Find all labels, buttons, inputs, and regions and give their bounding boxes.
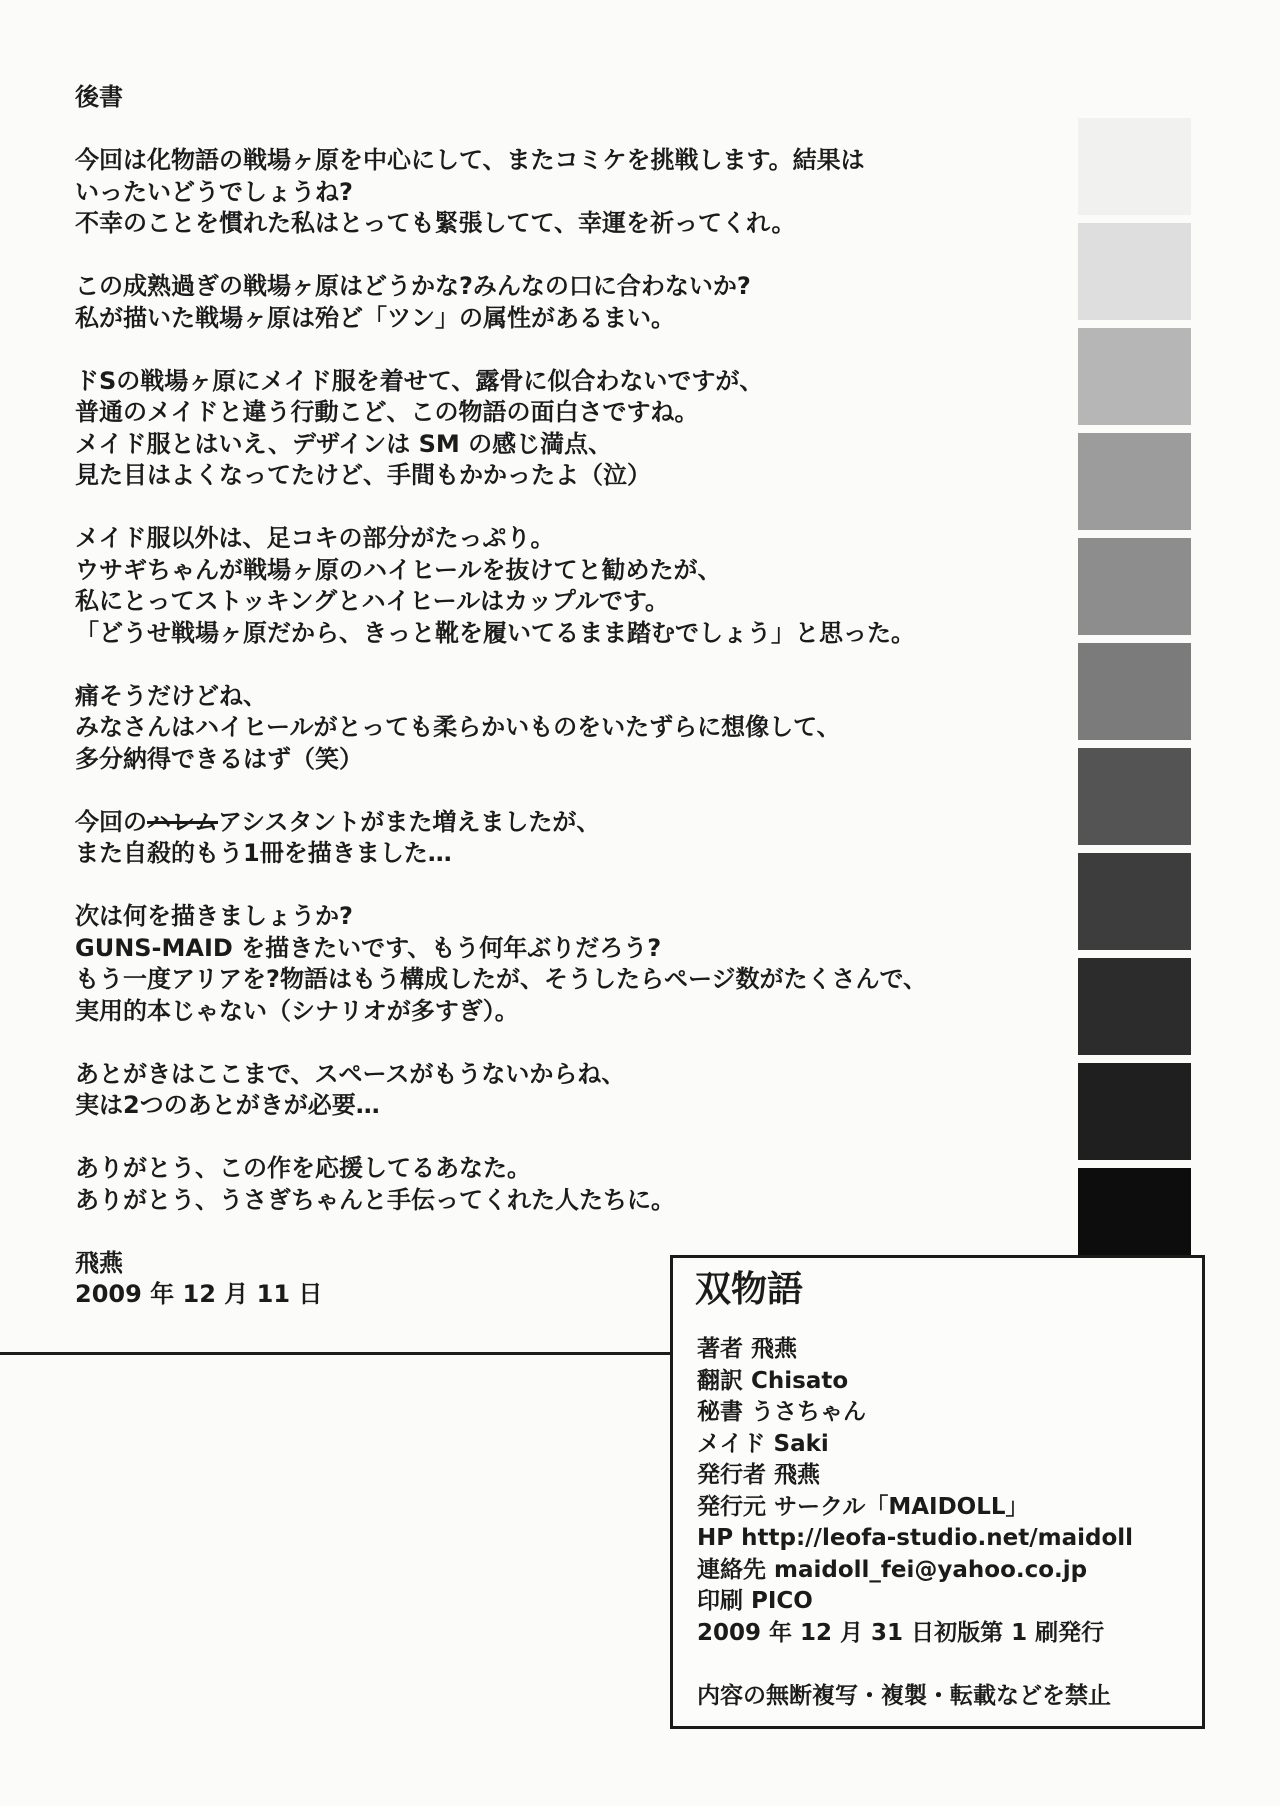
grayscale-block [1078,1063,1191,1160]
afterword-paragraph [75,1153,975,1216]
afterword-title: 後書 [75,83,123,111]
line-segment: アシスタントがまた増えましたが、 [218,807,601,836]
colophon-line: 発行者 飛燕 [697,1462,821,1488]
afterword-line: 見た目はよくなってたけど、手間もかかったよ（泣） [75,461,651,489]
afterword-line: ありがとう、うさぎちゃんと手伝ってくれた人たちに。 [75,1185,675,1214]
colophon-line: 翻訳 Chisato [697,1367,849,1394]
afterword-line: 私が描いた戦場ヶ原は殆ど「ツン」の属性があるまい。 [75,303,675,332]
afterword-paragraph [75,145,975,240]
afterword-paragraph [75,807,975,870]
afterword-line: 実は2つのあとがきが必要… [75,1091,380,1119]
afterword-line: 多分納得できるはず（笑） [75,744,363,773]
grayscale-block [1078,1168,1191,1265]
afterword-line: ウサギちゃんが戦場ヶ原のハイヒールを抜けてと勧めたが、 [75,555,722,584]
afterword-paragraph [75,681,975,776]
colophon-line: HP http://leofa-studio.net/maidoll [697,1525,1134,1551]
grayscale-block [1078,223,1191,320]
afterword-line: 2009 年 12 月 11 日 [75,1280,323,1308]
afterword-line: いったいどうでしょうね? [75,177,353,206]
afterword-line: 次は何を描きましょうか? [75,902,353,930]
afterword-line: もう一度アリアを?物語はもう構成したが、そうしたらページ数がたくさんで、 [75,965,927,993]
colophon-line: 著者 飛燕 [697,1336,798,1362]
struck-text: ハレム [147,807,219,836]
grayscale-block [1078,853,1191,950]
colophon-line: メイド Saki [697,1430,829,1457]
afterword-line: 痛そうだけどね、 [75,681,267,710]
afterword-line: ありがとう、この作を応援してるあなた。 [75,1154,531,1182]
grayscale-calibration-bar [1078,118,1191,1273]
afterword-line [75,807,975,839]
colophon-line: 発行元 サークル「MAIDOLL」 [697,1493,1029,1520]
afterword-line: メイド服以外は、足コキの部分がたっぷり。 [75,524,555,552]
grayscale-block [1078,538,1191,635]
grayscale-block [1078,748,1191,845]
afterword-line: みなさんはハイヒールがとっても柔らかいものをいたずらに想像して、 [75,713,841,741]
colophon-body [697,1334,1133,1712]
afterword-line: この成熟過ぎの戦場ヶ原はどうかな?みんなの口に合わないか? [75,272,751,300]
colophon-box [670,1255,1205,1729]
afterword-line: メイド服とはいえ、デザインは SM の感じ満点、 [75,429,613,458]
colophon-title: 双物語 [695,1269,804,1310]
grayscale-block [1078,118,1191,215]
afterword-line: 私にとってストッキングとハイヒールはカップルです。 [75,587,669,615]
colophon-notice: 内容の無断複写・複製・転載などを禁止 [697,1682,1111,1709]
afterword-paragraph [75,1059,975,1122]
grayscale-block [1078,433,1191,530]
afterword-line: 実用的本じゃない（シナリオが多すぎ）。 [75,996,519,1025]
line-segment: 今回の [75,807,147,836]
colophon-line: 2009 年 12 月 31 日初版第 1 刷発行 [697,1619,1105,1646]
afterword-line: 「どうせ戦場ヶ原だから、きっと靴を履いてるまま踏むでしょう」と思った。 [75,618,915,647]
afterword-line: また自殺的もう1冊を描きました… [75,839,452,867]
afterword-body [75,145,975,1311]
afterword-line: ドSの戦場ヶ原にメイド服を着せて、露骨に似合わないですが、 [75,366,764,395]
afterword-line: 今回は化物語の戦場ヶ原を中心にして、またコミケを挑戦します。結果は [75,146,865,174]
afterword-paragraph [75,366,975,492]
colophon-line: 連絡先 maidoll_fei@yahoo.co.jp [697,1556,1088,1583]
afterword-line: GUNS-MAID を描きたいです、もう何年ぶりだろう? [75,933,662,962]
divider-line [0,1352,673,1355]
afterword-line: あとがきはここまで、スペースがもうないからね、 [75,1059,626,1088]
afterword [75,82,975,1342]
afterword-line: 不幸のことを慣れた私はとっても緊張してて、幸運を祈ってくれ。 [75,209,796,237]
afterword-line: 飛燕 [75,1248,123,1277]
afterword-line: 普通のメイドと違う行動こど、この物語の面白さですね。 [75,398,699,426]
grayscale-block [1078,328,1191,425]
grayscale-block [1078,643,1191,740]
grayscale-block [1078,958,1191,1055]
afterword-paragraph [75,901,975,1027]
afterword-paragraph [75,523,975,649]
colophon-line: 秘書 うさちゃん [697,1399,867,1425]
afterword-paragraph [75,271,975,334]
colophon-line: 印刷 PICO [697,1588,813,1614]
